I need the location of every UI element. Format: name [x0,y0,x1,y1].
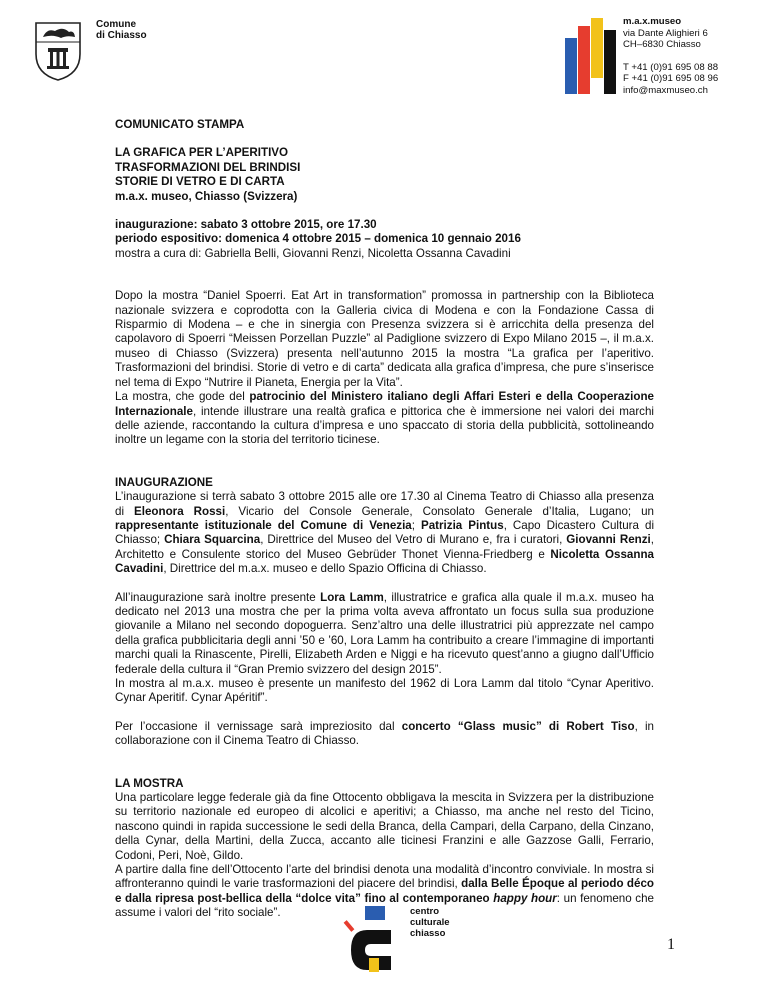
guest-name: Eleonora Rossi [134,504,226,518]
ccc-line-2: culturale [410,917,450,928]
exhibition-period: periodo espositivo: domenica 4 ottobre 2015 – domenica 10 gennaio 2016 [115,232,521,246]
inaug-text: , in collaborazione con il Cinema Teatro di Chiasso. [115,719,655,748]
title-line-2: TRASFORMAZIONI DEL BRINDISI [115,160,301,174]
inaug-text: , illustratrice e grafica alla quale il m.a.x. museo ha dedicato nel 2013 una mostra che per la prima volta aveva affrontato un focus sulla sua produzione giovanile a Milano nel secondo dopoguerra. Senz’altro una delle illustratrici più apprezzate nel campo della grafica pubblicitaria degli anni ’50 e ’60, Lora Lamm ha contribuito a creare l’immagine di importanti marchi quali la Rinascente, Pirelli, Elizabeth Arden e Niggi e ha ricevuto quest’anno a giugno dall’Ufficio federale della cultura il “Gran Premio svizzero del design 2015”. [115,590,654,676]
intro-p2-text: La mostra, che gode del [115,390,250,404]
title-line-1: LA GRAFICA PER L’APERITIVO [115,146,289,160]
museum-email[interactable]: info@maxmuseo.ch [623,84,708,96]
inaug-paragraph-2 [115,591,654,677]
ccc-line-3: chiasso [410,928,446,939]
guest-name: Patrizia Pintus [421,518,504,532]
mostra-bold: dalla Belle Époque al periodo déco e dalla ripresa post-bellica della “dolce vita” fino al contemporaneo [115,877,654,905]
mostra-text: : un fenomeno che assume i valori del “rito sociale”. [115,891,654,920]
venue-line: m.a.x. museo, Chiasso (Svizzera) [115,189,298,203]
guest-name: Lora Lamm [320,590,384,604]
guest-name: rappresentante istituzionale del Comune di Venezia [115,518,412,532]
comune-line-1: Comune [96,19,136,30]
curators-line: mostra a cura di: Gabriella Belli, Giovanni Renzi, Nicoletta Ossanna Cavadini [115,246,511,260]
press-label: COMUNICATO STAMPA [115,118,245,131]
inaug-paragraph-2b: In mostra al m.a.x. museo è presente un manifesto del 1962 di Lora Lamm dal titolo “Cynar Aperitivo. Cynar Aperitif. Cynar Apéritif”. [115,677,654,705]
comune-name [96,19,147,41]
happy-hour-text: happy hour [493,891,557,905]
ccc-line-1: centro [410,906,440,917]
section-heading-inaugurazione: INAUGURAZIONE [115,475,213,489]
inaug-text: , Direttrice del Museo del Vetro di Murano e, fra i curatori, [260,533,567,547]
museum-name: m.a.x.museo [623,16,682,27]
inaug-text: Per l’occasione il vernissage sarà impreziosito dal [115,719,402,733]
centro-culturale-chiasso-text [410,906,450,939]
guest-name: Nicoletta Ossanna Cavadini [115,547,654,576]
inaug-text: , Capo Dicastero Cultura di Chiasso; [115,518,655,547]
inaug-text: ; [411,518,421,532]
inaug-text: , Direttrice del m.a.x. museo e dello Spazio Officina di Chiasso. [163,562,487,576]
max-museo-logo [565,18,617,96]
museum-phone: T +41 (0)91 695 08 88 [623,61,719,73]
museum-contact-block [623,16,718,96]
comune-crest-logo [33,20,83,82]
title-line-3: STORIE DI VETRO E DI CARTA [115,175,285,189]
inaug-paragraph-3 [115,720,654,749]
intro-paragraph-1: Dopo la mostra “Daniel Spoerri. Eat Art in transformation” promossa in partnership con la Biblioteca nazionale svizzera e coprodotta con la Galleria civica di Modena e con la Fondazione Cassa di Risparmio di Modena – e che in sinergia con Presenza svizzera si è arricchita della presenza del capolavoro di Spoerri “Meissen Porzellan Puzzle” al Padiglione svizzero di Expo Milano 2015 –, il m.a.x. museo di Chiasso (Svizzera) presenta nell’autunno 2015 la mostra “La grafica per l’aperitivo. Trasformazioni del brindisi. Storie di vetro e di carta” dedicata alla grafica d’impresa, che pure s’inserisce nel tema di Expo “Nutrire il Pianeta, Energia per la Vita”. [115,289,654,389]
section-heading-mostra: LA MOSTRA [115,776,184,790]
inaug-paragraph-1 [115,490,654,576]
centro-culturale-chiasso-logo [343,906,401,972]
inauguration-date: inaugurazione: sabato 3 ottobre 2015, ore 17.30 [115,218,377,232]
inaug-text: , Architetto e Consulente storico del Museo Gebrüder Thonet Vienna-Friedberg e [115,533,654,561]
intro-p2-text-end: , intende illustrare una realtà grafica e pittorica che è immersione nei valori dei marchi delle aziende, raccontando la cultura d’impresa e uno spaccato di storia della pubblicità, sottolineando inoltre un legame con la storia del territorio ticinese. [115,404,654,447]
inaug-text: , Vicario del Console Generale, Consolato Generale d’Italia, Lugano; un [225,504,655,518]
intro-p2-bold: patrocinio del Ministero italiano degli Affari Esteri e della Cooperazione Internazionale [115,390,654,418]
intro-paragraph-2 [115,390,654,448]
museum-address-2: CH–6830 Chiasso [623,39,701,50]
museum-address-1: via Dante Alighieri 6 [623,27,708,39]
mostra-paragraph-1: Una particolare legge federale già da fine Ottocento obbligava la mescita in Svizzera per la distribuzione su territorio nazionale ed europeo di alcolici e aperitivi; a Chiasso, ma anche nel resto del Ticino, nascono quindi in rapida successione le sedi della Branca, della Campari, della Carpano, della Cinzano, della Cynar, della Martini, della Zucca, accanto alle ticinesi Franzini e alle Gazzose Galli, Ferrario, Codoni, Peri, Noè, Gildo. [115,791,654,862]
museum-fax: F +41 (0)91 695 08 96 [623,73,719,84]
guest-name: Chiara Squarcina [164,533,261,547]
page-number: 1 [667,936,675,953]
mostra-text: A partire dalla fine dell’Ottocento l’arte del brindisi denota una modalità d’incontro conviviale. In mostra si affronteranno quindi le varie trasformazioni del piacere del brindisi, [115,863,654,891]
inaug-text: All’inaugurazione sarà inoltre presente [115,590,321,604]
concert-name: concerto “Glass music” di Robert Tiso [401,719,635,733]
comune-line-2: di Chiasso [96,30,147,41]
inaug-text: L’inaugurazione si terrà sabato 3 ottobre 2015 alle ore 17.30 al Cinema Teatro di Chiasso alla presenza di [115,490,654,518]
guest-name: Giovanni Renzi [566,533,651,547]
press-release-body [115,118,654,921]
